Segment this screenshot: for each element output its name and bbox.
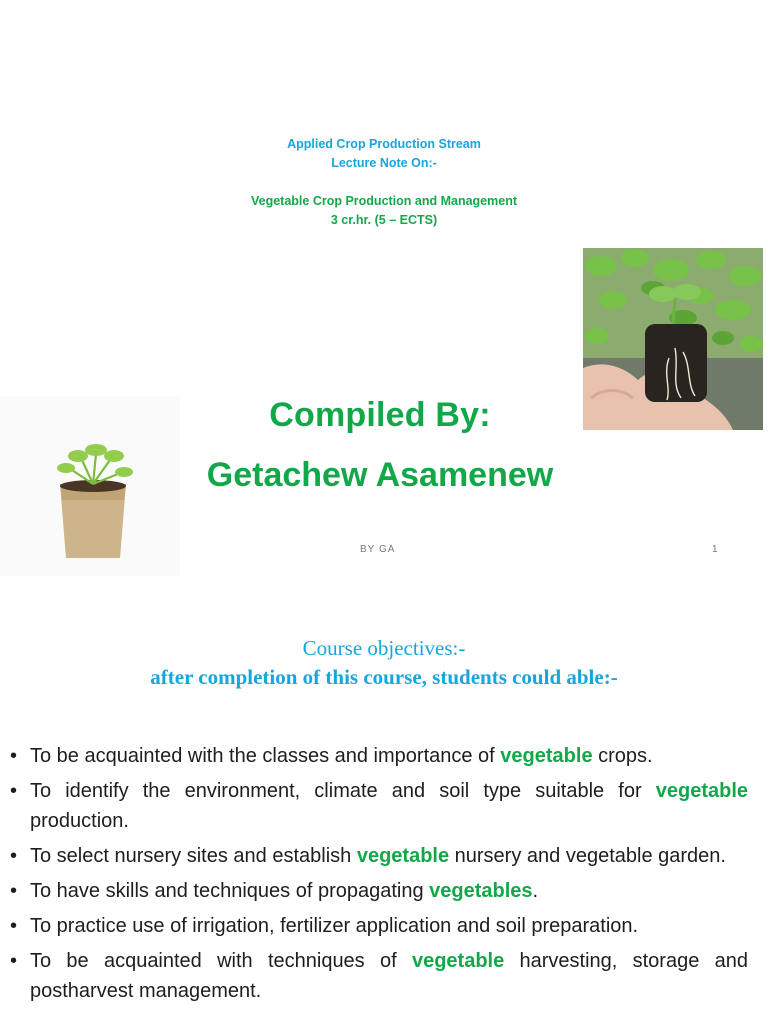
objectives-slide <box>0 578 768 1024</box>
objective-highlight: vegetable <box>500 745 593 767</box>
objective-item <box>8 946 748 1006</box>
course-info <box>0 192 768 230</box>
objectives-heading <box>0 634 768 692</box>
objectives-subtitle: after completion of this course, students could able:- <box>150 665 618 689</box>
stream-title: Applied Crop Production Stream <box>287 137 481 151</box>
bullet-icon: • <box>10 745 18 767</box>
objective-text-end: nursery and vegetable garden. <box>449 845 726 867</box>
slide-footer: BY GA <box>360 544 396 555</box>
lecture-note-label: Lecture Note On:- <box>331 156 437 170</box>
objective-item <box>8 876 748 906</box>
objective-text-end: harvesting, storage and postharvest management. <box>30 950 748 1002</box>
objective-text: To identify the environment, climate and soil type suitable for <box>30 780 656 802</box>
objective-highlight: vegetable <box>655 780 748 802</box>
bullet-icon: • <box>10 880 18 902</box>
seedling-pot-image <box>0 396 180 576</box>
objective-text-end: . <box>532 880 539 902</box>
credit-hours: 3 cr.hr. (5 – ECTS) <box>330 213 438 227</box>
objectives-list <box>8 741 748 1011</box>
objective-text: To practice use of irrigation, fertilizer application and soil preparation. <box>30 915 639 937</box>
objective-highlight: vegetables <box>429 880 533 902</box>
objectives-title: Course objectives:- <box>302 636 466 660</box>
bullet-icon: • <box>10 780 18 802</box>
objective-item <box>8 776 748 836</box>
objective-item <box>8 911 748 941</box>
bullet-icon: • <box>10 845 18 867</box>
bullet-icon: • <box>10 950 18 972</box>
objective-item <box>8 841 748 871</box>
objective-text: To select nursery sites and establish <box>30 845 357 867</box>
seedling-in-hand-image <box>583 248 763 430</box>
objective-item <box>8 741 748 771</box>
objective-text-end: crops. <box>592 745 653 767</box>
objective-highlight: vegetable <box>356 845 450 867</box>
objective-highlight: vegetable <box>411 950 505 972</box>
author-name: Getachew Asamenew <box>206 456 554 494</box>
bullet-icon: • <box>10 915 18 937</box>
course-title: Vegetable Crop Production and Management <box>250 194 517 208</box>
objective-text: To have skills and techniques of propagating <box>30 880 430 902</box>
objective-text-end: production. <box>30 810 129 832</box>
compiled-by-label: Compiled By: <box>269 396 491 434</box>
slide-number: 1 <box>712 544 718 555</box>
objective-text: To be acquainted with techniques of <box>30 950 412 972</box>
stream-info <box>0 135 768 173</box>
objective-text: To be acquainted with the classes and importance of <box>30 745 501 767</box>
